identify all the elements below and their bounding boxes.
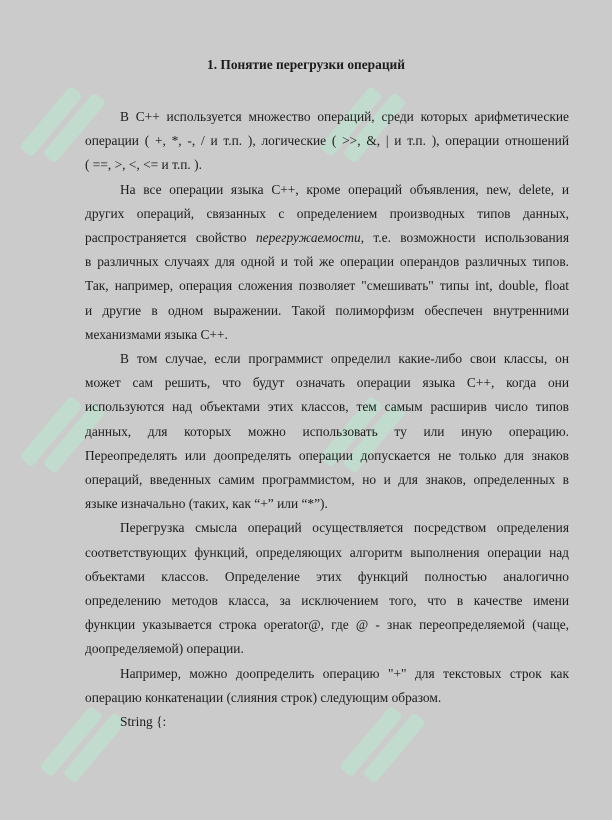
text-line: в различных случаях для одной и той же операции операндов различных типов. (85, 254, 569, 270)
watermark-logo (333, 690, 457, 819)
text-line: операции ( +, *, -, / и т.п. ), логические ( >>, &, | и т.п. ), операции отношений (85, 133, 569, 149)
text-line: языке изначально (таких, как “+” или “*”). (85, 496, 328, 512)
text-line: ( ==, >, <, <= и т.п. ). (85, 157, 202, 173)
text-line: операций, введенных самим программистом, но и для знаков, определенных в (85, 472, 569, 487)
text-line: В том случае, если программист определил какие-либо свои классы, он (120, 351, 569, 366)
text-line: Перегрузка смысла операций осуществляется посредством определения (120, 520, 569, 536)
text-line: объектами классов. Определение этих функций полностью аналогично (85, 568, 569, 584)
text-line: доопределяемой) операции. (85, 641, 244, 657)
watermark-logo (33, 690, 157, 819)
text-span: распространяется свойство (85, 230, 256, 245)
text-line: В С++ используется множество операций, среди которых арифметические (120, 109, 569, 124)
text-line (85, 230, 569, 246)
text-line: функции указывается строка operator@, где @ - знак переопределяемой (чаще, (85, 617, 569, 633)
text-line: данных, для которых можно использовать ту или иную операцию. (85, 423, 569, 439)
text-line: Например, можно доопределить операцию "+" для текстовых строк как (120, 665, 569, 681)
text-line: определению методов класса, за исключением того, что в качестве имени (85, 593, 569, 608)
page-title: 1. Понятие перегрузки операций (207, 57, 405, 72)
text-line: операцию конкатенации (слияния строк) следующим образом. (85, 689, 442, 705)
text-line: и другие в одном выражении. Такой полиморфизм обеспечен внутренними (85, 302, 569, 318)
text-line: String {: (120, 714, 167, 729)
text-span: , т.е. возможности использования (360, 230, 569, 245)
text-line: используются над объектами этих классов, тем самым расширив число типов (85, 399, 569, 415)
text-line: может сам решить, что будут означать операции языка С++, когда они (85, 375, 569, 391)
text-line: Так, например, операция сложения позволяет "смешивать" типы int, double, float (85, 278, 569, 294)
text-line: На все операции языка С++, кроме операций объявления, new, delete, и (120, 181, 569, 197)
text-line: соответствующих функций, определяющих алгоритм выполнения операции над (85, 544, 569, 560)
text-line: других операций, связанных с определением производных типов данных, (85, 205, 569, 221)
text-line: механизмами языка С++. (85, 326, 228, 342)
italic-term: перегружаемости (255, 230, 361, 245)
text-line: Переопределять или доопределять операции допускается не только для знаков (85, 447, 569, 463)
